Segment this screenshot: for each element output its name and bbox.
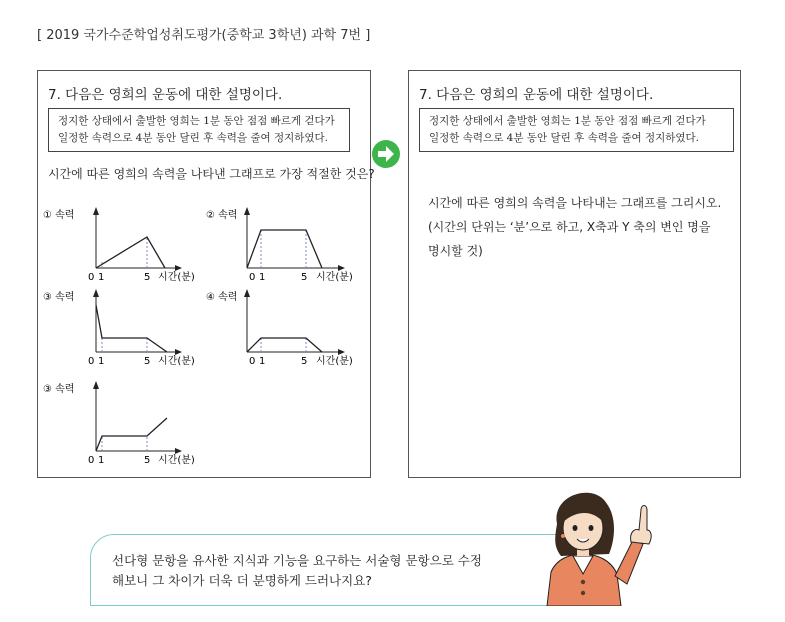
tick-label: 0 [88,272,95,283]
tick-label: 1 [98,356,105,367]
x-label: 시간(분) [158,272,195,283]
option-1-graph[interactable] [43,201,195,283]
x-label: 시간(분) [158,356,195,367]
y-label: ① 속력 [43,210,75,221]
y-label: ③ 속력 [43,384,75,395]
speech-line: 해보니 그 차이가 더욱 더 분명하게 드러나지요? [112,573,372,588]
condition-line: 정지한 상태에서 출발한 영희는 1분 동안 점점 빠르게 걷다가 [429,115,706,127]
y-label: ② 속력 [206,210,238,221]
tick-label: 0 [249,356,256,367]
option-3-graph[interactable] [43,285,195,367]
arrow-right-icon [371,139,401,173]
question-title: 7. 다음은 영희의 운동에 대한 설명이다. [48,87,283,103]
question-title: 7. 다음은 영희의 운동에 대한 설명이다. [419,87,654,103]
option-5-graph[interactable] [43,377,195,466]
condition-box [419,108,734,152]
descriptive-panel [408,70,741,478]
tick-label: 5 [144,272,151,283]
condition-box [48,108,350,152]
speech-text [112,551,482,591]
tick-label: 5 [301,356,308,367]
y-label: ③ 속력 [43,292,75,303]
question-line: 시간에 따른 영희의 속력을 나타내는 그래프를 그리시오. [428,196,722,210]
tick-label: 5 [301,272,308,283]
question-text: 시간에 따른 영희의 속력을 나타낸 그래프로 가장 적절한 것은? [48,167,375,181]
question-line: (시간의 단위는 ‘분’으로 하고, X축과 Y 축의 변인 명을 [428,220,711,234]
tick-label: 1 [259,356,266,367]
option-4-graph[interactable] [206,285,353,367]
y-label: ④ 속력 [206,292,238,303]
condition-line: 일정한 속력으로 4분 동안 달린 후 속력을 줄여 정지하였다. [429,132,700,144]
option-2-graph[interactable] [206,201,353,283]
tick-label: 1 [98,455,105,466]
tick-label: 5 [144,455,151,466]
teacher-character-illustration [535,484,665,610]
tick-label: 0 [249,272,256,283]
multiple-choice-panel [37,70,375,478]
x-label: 시간(분) [316,356,353,367]
tick-label: 0 [88,455,95,466]
source-caption: [ 2019 국가수준학업성취도평가(중학교 3학년) 과학 7번 ] [37,28,371,43]
question-text [428,191,721,263]
condition-line: 정지한 상태에서 출발한 영희는 1분 동안 점점 빠르게 걷다가 [58,115,335,127]
tick-label: 1 [98,272,105,283]
tick-label: 1 [259,272,266,283]
x-label: 시간(분) [316,272,353,283]
condition-line: 일정한 속력으로 4분 동안 달린 후 속력을 줄여 정지하였다. [58,132,329,144]
tick-label: 5 [144,356,151,367]
x-label: 시간(분) [158,455,195,466]
question-line: 명시할 것) [428,244,483,258]
tick-label: 0 [88,356,95,367]
speech-line: 선다형 문항을 유사한 지식과 기능을 요구하는 서술형 문항으로 수정 [112,553,482,568]
